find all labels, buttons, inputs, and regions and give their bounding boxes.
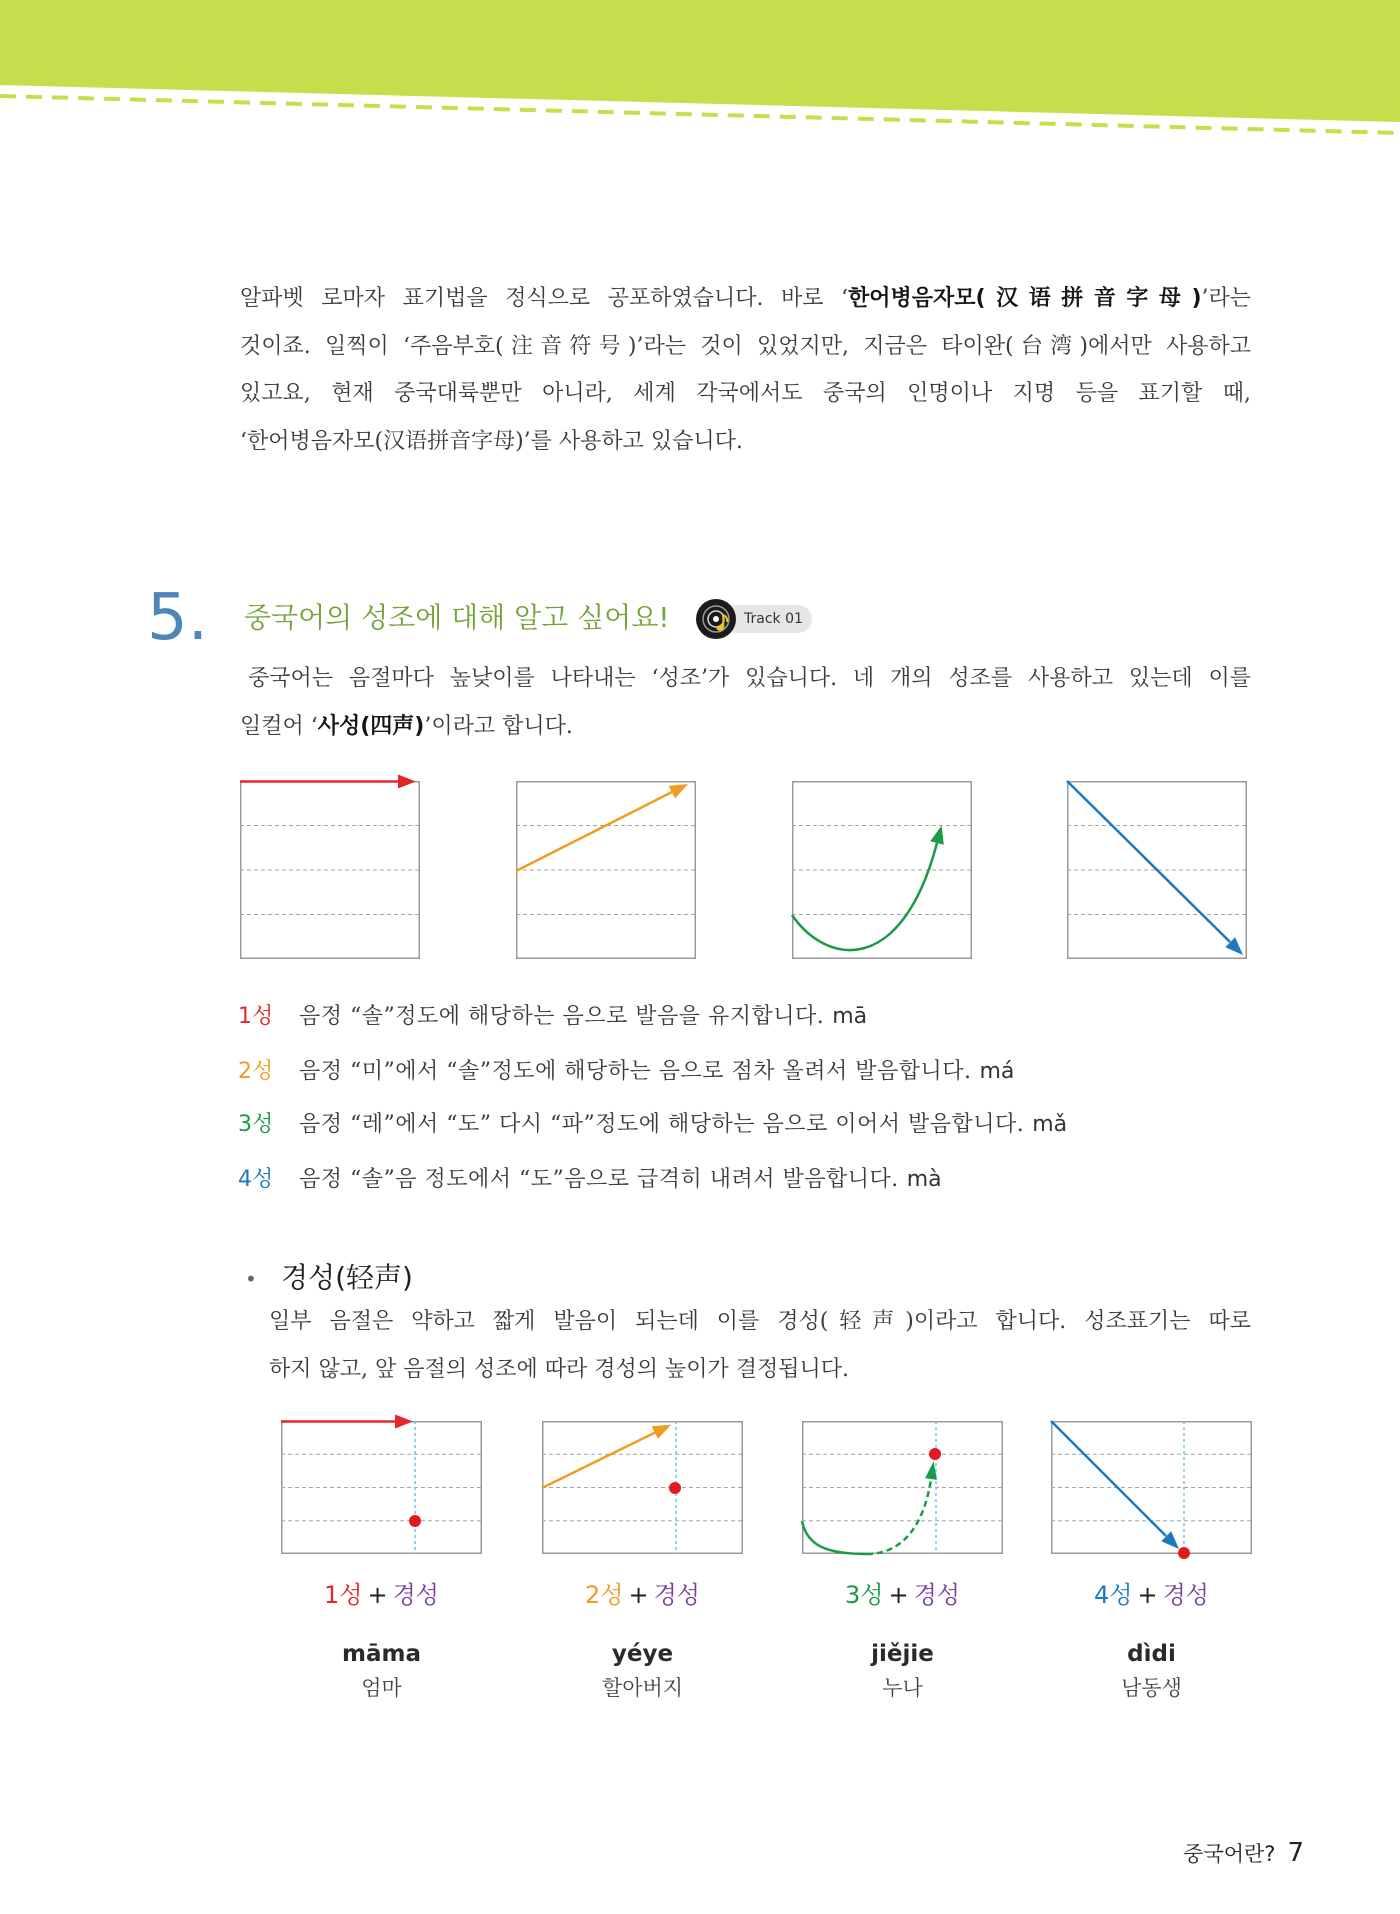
intro-emphasis: 한어병음자모(汉语拼音字母) bbox=[848, 286, 1202, 311]
section-number: 5. bbox=[147, 581, 209, 655]
header-green-band bbox=[0, 0, 1400, 122]
page-header bbox=[0, 0, 1400, 140]
page-footer bbox=[1183, 1837, 1304, 1869]
tone-pinyin: má bbox=[979, 1059, 1015, 1084]
combo-tone: 3성 bbox=[845, 1581, 884, 1609]
plus-sign: + bbox=[888, 1581, 909, 1609]
description-text: ’이라고 합니다. bbox=[424, 713, 573, 739]
example-meaning: 누나 bbox=[882, 1676, 923, 1700]
example-pinyin: dìdi bbox=[1127, 1641, 1176, 1667]
tone-2-description bbox=[238, 1056, 1253, 1088]
intro-line: 것이죠. 일찍이 ‘주음부호(注音符号)’라는 것이 있었지만, 지금은 타이완(台湾)에서만 사용하고 bbox=[240, 333, 1251, 359]
intro-text: 알파벳 로마자 표기법을 정식으로 공포하였습니다. 바로 ‘ bbox=[240, 286, 849, 311]
track-badge: Track 01 bbox=[722, 605, 812, 633]
section-title: 중국어의 성조에 대해 알고 싶어요! bbox=[244, 601, 670, 634]
combo-3-label bbox=[802, 1579, 1003, 1611]
example-meaning: 남동생 bbox=[1121, 1676, 1182, 1700]
tone-pinyin: mǎ bbox=[1032, 1112, 1068, 1137]
plus-sign: + bbox=[1137, 1581, 1158, 1609]
intro-line: ‘한어병음자모(汉语拼音字母)’를 사용하고 있습니다. bbox=[240, 428, 743, 454]
tone-description-text: 음정 “레”에서 “도” 다시 “파”정도에 해당하는 음으로 이어서 발음합니다. bbox=[299, 1112, 1025, 1137]
tone-description-text: 음정 “솔”음 정도에서 “도”음으로 급격히 내려서 발음합니다. bbox=[299, 1167, 899, 1192]
tone4-neutral-diagram bbox=[1051, 1421, 1252, 1554]
tone-label: 4성 bbox=[238, 1167, 274, 1192]
combo-neutral: 경성 bbox=[653, 1581, 700, 1609]
tone-4-description bbox=[238, 1164, 1253, 1196]
section-description bbox=[240, 655, 1251, 750]
page-number: 7 bbox=[1287, 1838, 1304, 1868]
intro-line: 있고요, 현재 중국대륙뿐만 아니라, 세계 각국에서도 중국의 인명이나 지명 등을 표기할 때, bbox=[240, 381, 1251, 407]
tone-pinyin: mà bbox=[906, 1167, 942, 1192]
tone-2-diagram bbox=[516, 781, 696, 959]
tone-description-text: 음정 “미”에서 “솔”정도에 해당하는 음으로 점차 올려서 발음합니다. bbox=[299, 1059, 972, 1084]
neutral-tone-dot bbox=[1178, 1547, 1190, 1559]
footer-section-title: 중국어란? bbox=[1183, 1842, 1276, 1866]
combo-tone: 4성 bbox=[1094, 1581, 1133, 1609]
tone1-neutral-diagram bbox=[281, 1421, 482, 1554]
tone-label: 3성 bbox=[238, 1112, 274, 1137]
tone-3-description bbox=[238, 1109, 1253, 1141]
tone-description-text: 음정 “솔”정도에 해당하는 음으로 발음을 유지합니다. bbox=[299, 1004, 825, 1029]
tone3-neutral-diagram bbox=[802, 1421, 1003, 1554]
neutral-tone-dot bbox=[929, 1448, 941, 1460]
diagram-frame bbox=[241, 782, 420, 959]
description-text: 일컬어 ‘ bbox=[240, 713, 318, 739]
intro-text: ’라는 bbox=[1201, 286, 1251, 311]
tone-label: 1성 bbox=[238, 1004, 274, 1029]
description-line bbox=[240, 703, 1251, 751]
intro-paragraph bbox=[240, 275, 1251, 465]
tone-pinyin: mā bbox=[832, 1004, 868, 1029]
audio-disc-icon bbox=[695, 598, 737, 640]
diagram-frame bbox=[517, 782, 696, 959]
description-emphasis: 사성(四声) bbox=[317, 713, 425, 739]
neutral-tone-dot bbox=[409, 1515, 421, 1527]
combo-tone: 1성 bbox=[324, 1581, 363, 1609]
combo-tone: 2성 bbox=[585, 1581, 624, 1609]
bullet-icon: • bbox=[245, 1267, 257, 1291]
tone-4-diagram bbox=[1067, 781, 1247, 959]
diagram-frame bbox=[793, 782, 972, 959]
plus-sign: + bbox=[628, 1581, 649, 1609]
example-meaning: 할아버지 bbox=[601, 1676, 684, 1700]
intro-line bbox=[240, 275, 1251, 323]
example-pinyin: jiějie bbox=[871, 1641, 934, 1667]
neutral-tone-paragraph bbox=[269, 1298, 1251, 1393]
neutral-line: 일부 음절은 약하고 짧게 발음이 되는데 이를 경성(轻声)이라고 합니다. 성조표기는 따로 bbox=[269, 1309, 1251, 1334]
example-pinyin: yéye bbox=[611, 1641, 674, 1667]
neutral-tone-dot bbox=[669, 1482, 681, 1494]
combo-2-label bbox=[542, 1579, 743, 1611]
tone-1-diagram bbox=[240, 781, 420, 959]
combo-1-label bbox=[281, 1579, 482, 1611]
tone2-neutral-diagram bbox=[542, 1421, 743, 1554]
combo-4-label bbox=[1051, 1579, 1252, 1611]
tone-label: 2성 bbox=[238, 1059, 274, 1084]
tone-1-description bbox=[238, 1001, 1253, 1033]
combo-neutral: 경성 bbox=[1162, 1581, 1209, 1609]
neutral-line: 하지 않고, 앞 음절의 성조에 따라 경성의 높이가 결정됩니다. bbox=[269, 1356, 849, 1382]
combo-neutral: 경성 bbox=[392, 1581, 439, 1609]
neutral-tone-heading: 경성(轻声) bbox=[281, 1261, 413, 1294]
description-line: 중국어는 음절마다 높낮이를 나타내는 ‘성조’가 있습니다. 네 개의 성조를 사용하고 있는데 이를 bbox=[248, 666, 1251, 691]
combo-neutral: 경성 bbox=[913, 1581, 960, 1609]
plus-sign: + bbox=[367, 1581, 388, 1609]
example-meaning: 엄마 bbox=[361, 1676, 402, 1700]
example-pinyin: māma bbox=[342, 1641, 421, 1667]
tone-3-diagram bbox=[792, 781, 972, 959]
